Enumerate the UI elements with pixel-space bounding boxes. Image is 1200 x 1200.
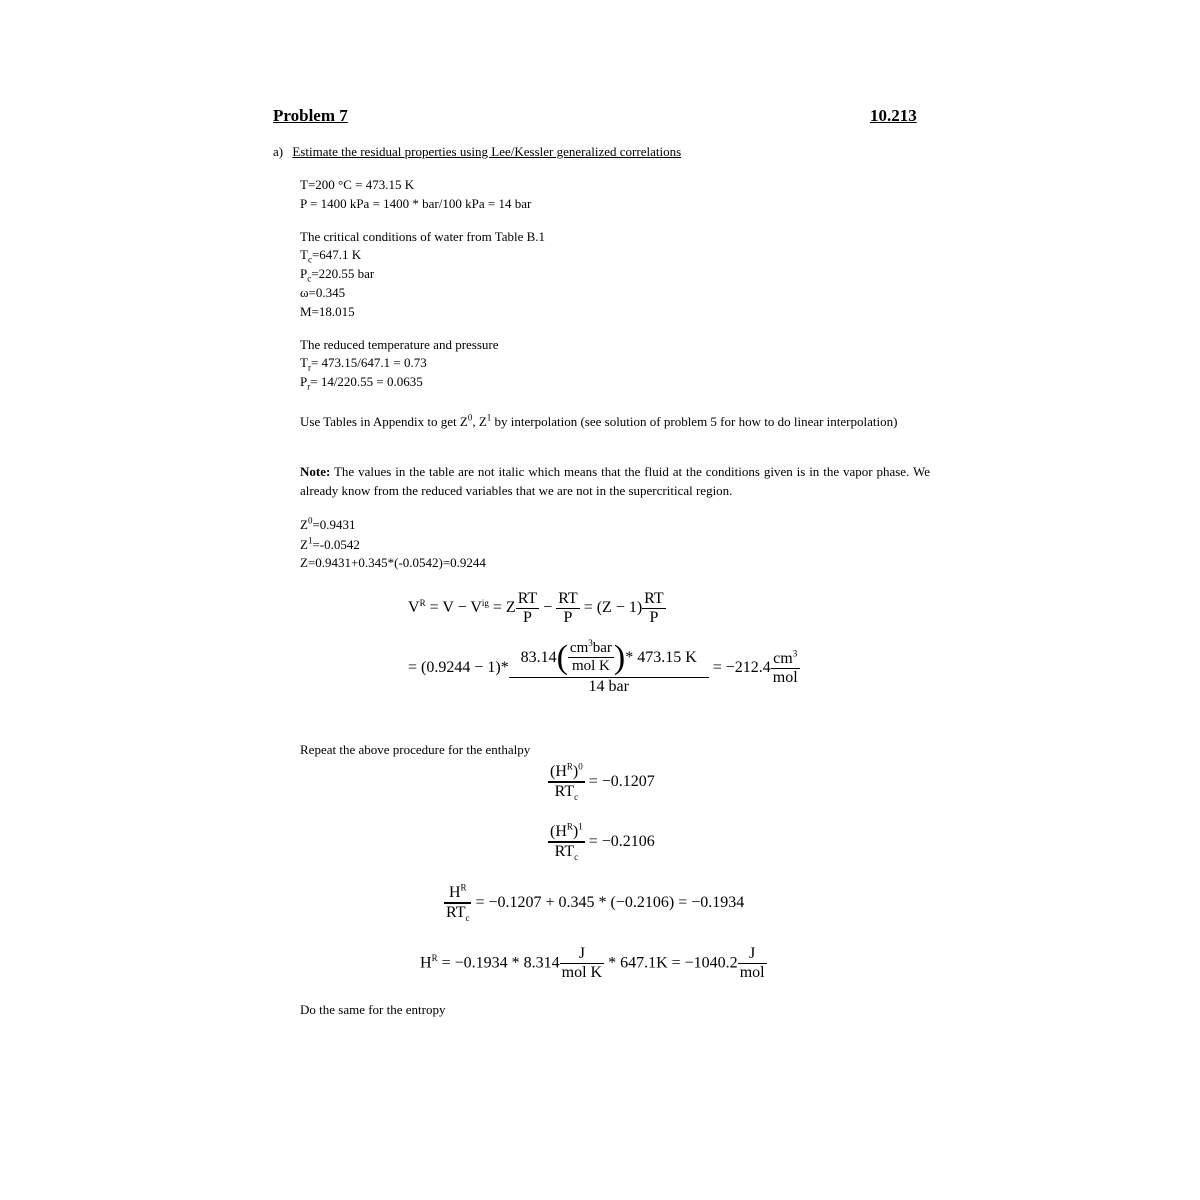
given-temperature: T=200 °C = 473.15 K (300, 177, 415, 192)
residual-volume-equation: $V^R = V - V^{ig} = Z$ $\frac{RT}{P}$ − $\frac{RT}{P}$ = (Z − 1) $\frac{RT}{P}$ (408, 590, 664, 626)
enthalpy-combined-equation: $\frac{H^R}{RT_c}$ = −0.1207 + 0.345 * (−0.2106) = −0.1934 (446, 882, 745, 924)
entropy-intro: Do the same for the entropy (300, 1002, 446, 1017)
enthalpy-intro: Repeat the above procedure for the enthalpy (300, 742, 531, 757)
critical-pressure: $P_c=220.55$ bar (300, 266, 375, 284)
part-a-heading-text: Estimate the residual properties using Lee/Kessler generalized correlations (292, 144, 682, 159)
enthalpy-h1-equation: $\frac{(H^R)^1}{RT_c}$ = −0.2106 (550, 821, 655, 863)
tables-instruction: Use Tables in Appendix to get $Z^0$, $Z^1$ by interpolation (see solution of problem 5 for how to do linear interpolation) (300, 412, 898, 429)
enthalpy-final-equation: $H^R = -0.1934 * 8.314$ $\frac{J}{\text{mol K}}$ * 647.1K = −1040.2 $\frac{J}{\text{mol}}$ (420, 945, 765, 981)
critical-temperature: $T_c=647.1$ K (300, 247, 362, 265)
part-a-heading (273, 142, 681, 161)
course-number: 10.213 (870, 106, 917, 125)
reduced-intro: The reduced temperature and pressure (300, 337, 499, 352)
molar-mass: M=18.015 (300, 304, 355, 319)
part-a-label: a) (273, 144, 284, 159)
problem-title: Problem 7 (273, 106, 348, 125)
z1-value: $Z^1=-0.0542$ (300, 535, 360, 552)
enthalpy-h0-equation: $\frac{(H^R)^0}{RT_c}$ = −0.1207 (550, 761, 655, 803)
reduced-temperature: $T_r= 473.15/647.1 = 0.73$ (300, 355, 427, 373)
phase-note: Note: The values in the table are not italic which means that the fluid at the conditions given is in the vapor phase. We already know from the reduced variables that we are not in the supercritical region. (300, 464, 930, 498)
given-pressure: P = 1400 kPa = 1400 * bar/100 kPa = 14 bar (300, 196, 532, 211)
z0-value: $Z^0=0.9431$ (300, 515, 356, 532)
z-total: Z=0.9431+0.345*(-0.0542)=0.9244 (300, 555, 486, 570)
acentric-factor: ω=0.345 (300, 285, 346, 300)
critical-intro: The critical conditions of water from Table B.1 (300, 229, 546, 244)
reduced-pressure: $P_r= 14/220.55 = 0.0635$ (300, 374, 423, 392)
residual-volume-value: = (0.9244 − 1)* 83.14 ( $\frac{cm^3bar}{\text{mol K}}$ ) * 473.15 K 14 bar = −212.4 $\frac{cm^3}{\text{mol}}$ (408, 638, 798, 695)
